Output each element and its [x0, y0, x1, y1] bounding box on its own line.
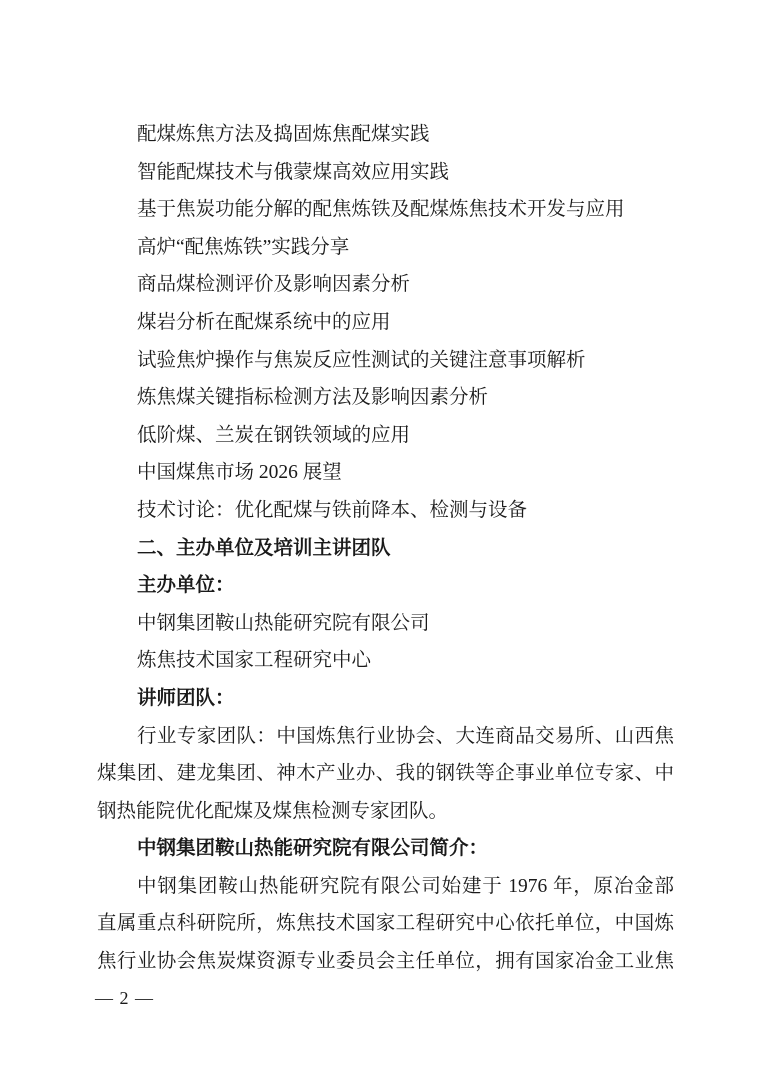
section-heading: 二、主办单位及培训主讲团队	[137, 536, 391, 559]
expert-team-paragraph-line: 煤集团、建龙集团、神木产业办、我的钢铁等企事业单位专家、中	[97, 763, 674, 785]
topic-item: 炼焦煤关键指标检测方法及影响因素分析	[137, 387, 489, 409]
organizer-name: 炼焦技术国家工程研究中心	[137, 650, 372, 672]
topic-item: 基于焦炭功能分解的配焦炼铁及配煤炼焦技术开发与应用	[137, 199, 625, 221]
topic-item: 低阶煤、兰炭在钢铁领域的应用	[137, 424, 411, 446]
topic-item: 商品煤检测评价及影响因素分析	[137, 274, 411, 296]
topic-item: 智能配煤技术与俄蒙煤高效应用实践	[137, 161, 450, 183]
intro-paragraph-line: 焦行业协会焦炭煤资源专业委员会主任单位，拥有国家冶金工业焦	[97, 951, 674, 973]
topic-item: 试验焦炉操作与焦炭反应性测试的关键注意事项解析	[137, 349, 586, 371]
document-body	[97, 116, 674, 981]
organizer-label: 主办单位：	[137, 574, 235, 597]
topic-item: 高炉“配焦炼铁”实践分享	[137, 236, 350, 258]
topic-item: 煤岩分析在配煤系统中的应用	[137, 311, 391, 333]
page-number: — 2 —	[95, 988, 154, 1008]
intro-paragraph-line: 中钢集团鞍山热能研究院有限公司始建于 1976 年，原冶金部	[137, 875, 674, 897]
organizer-name: 中钢集团鞍山热能研究院有限公司	[137, 612, 430, 634]
expert-team-paragraph-line: 钢热能院优化配煤及煤焦检测专家团队。	[97, 800, 449, 822]
intro-paragraph-line: 直属重点科研院所，炼焦技术国家工程研究中心依托单位，中国炼	[97, 913, 674, 935]
intro-heading: 中钢集团鞍山热能研究院有限公司简介：	[137, 837, 489, 860]
lecturer-label: 讲师团队：	[137, 686, 235, 709]
topic-item: 配煤炼焦方法及捣固炼焦配煤实践	[137, 124, 430, 145]
topic-item: 技术讨论：优化配煤与铁前降本、检测与设备	[137, 499, 528, 521]
expert-team-paragraph-line: 行业专家团队：中国炼焦行业协会、大连商品交易所、山西焦	[137, 725, 674, 747]
topic-item: 中国煤焦市场 2026 展望	[137, 462, 342, 484]
